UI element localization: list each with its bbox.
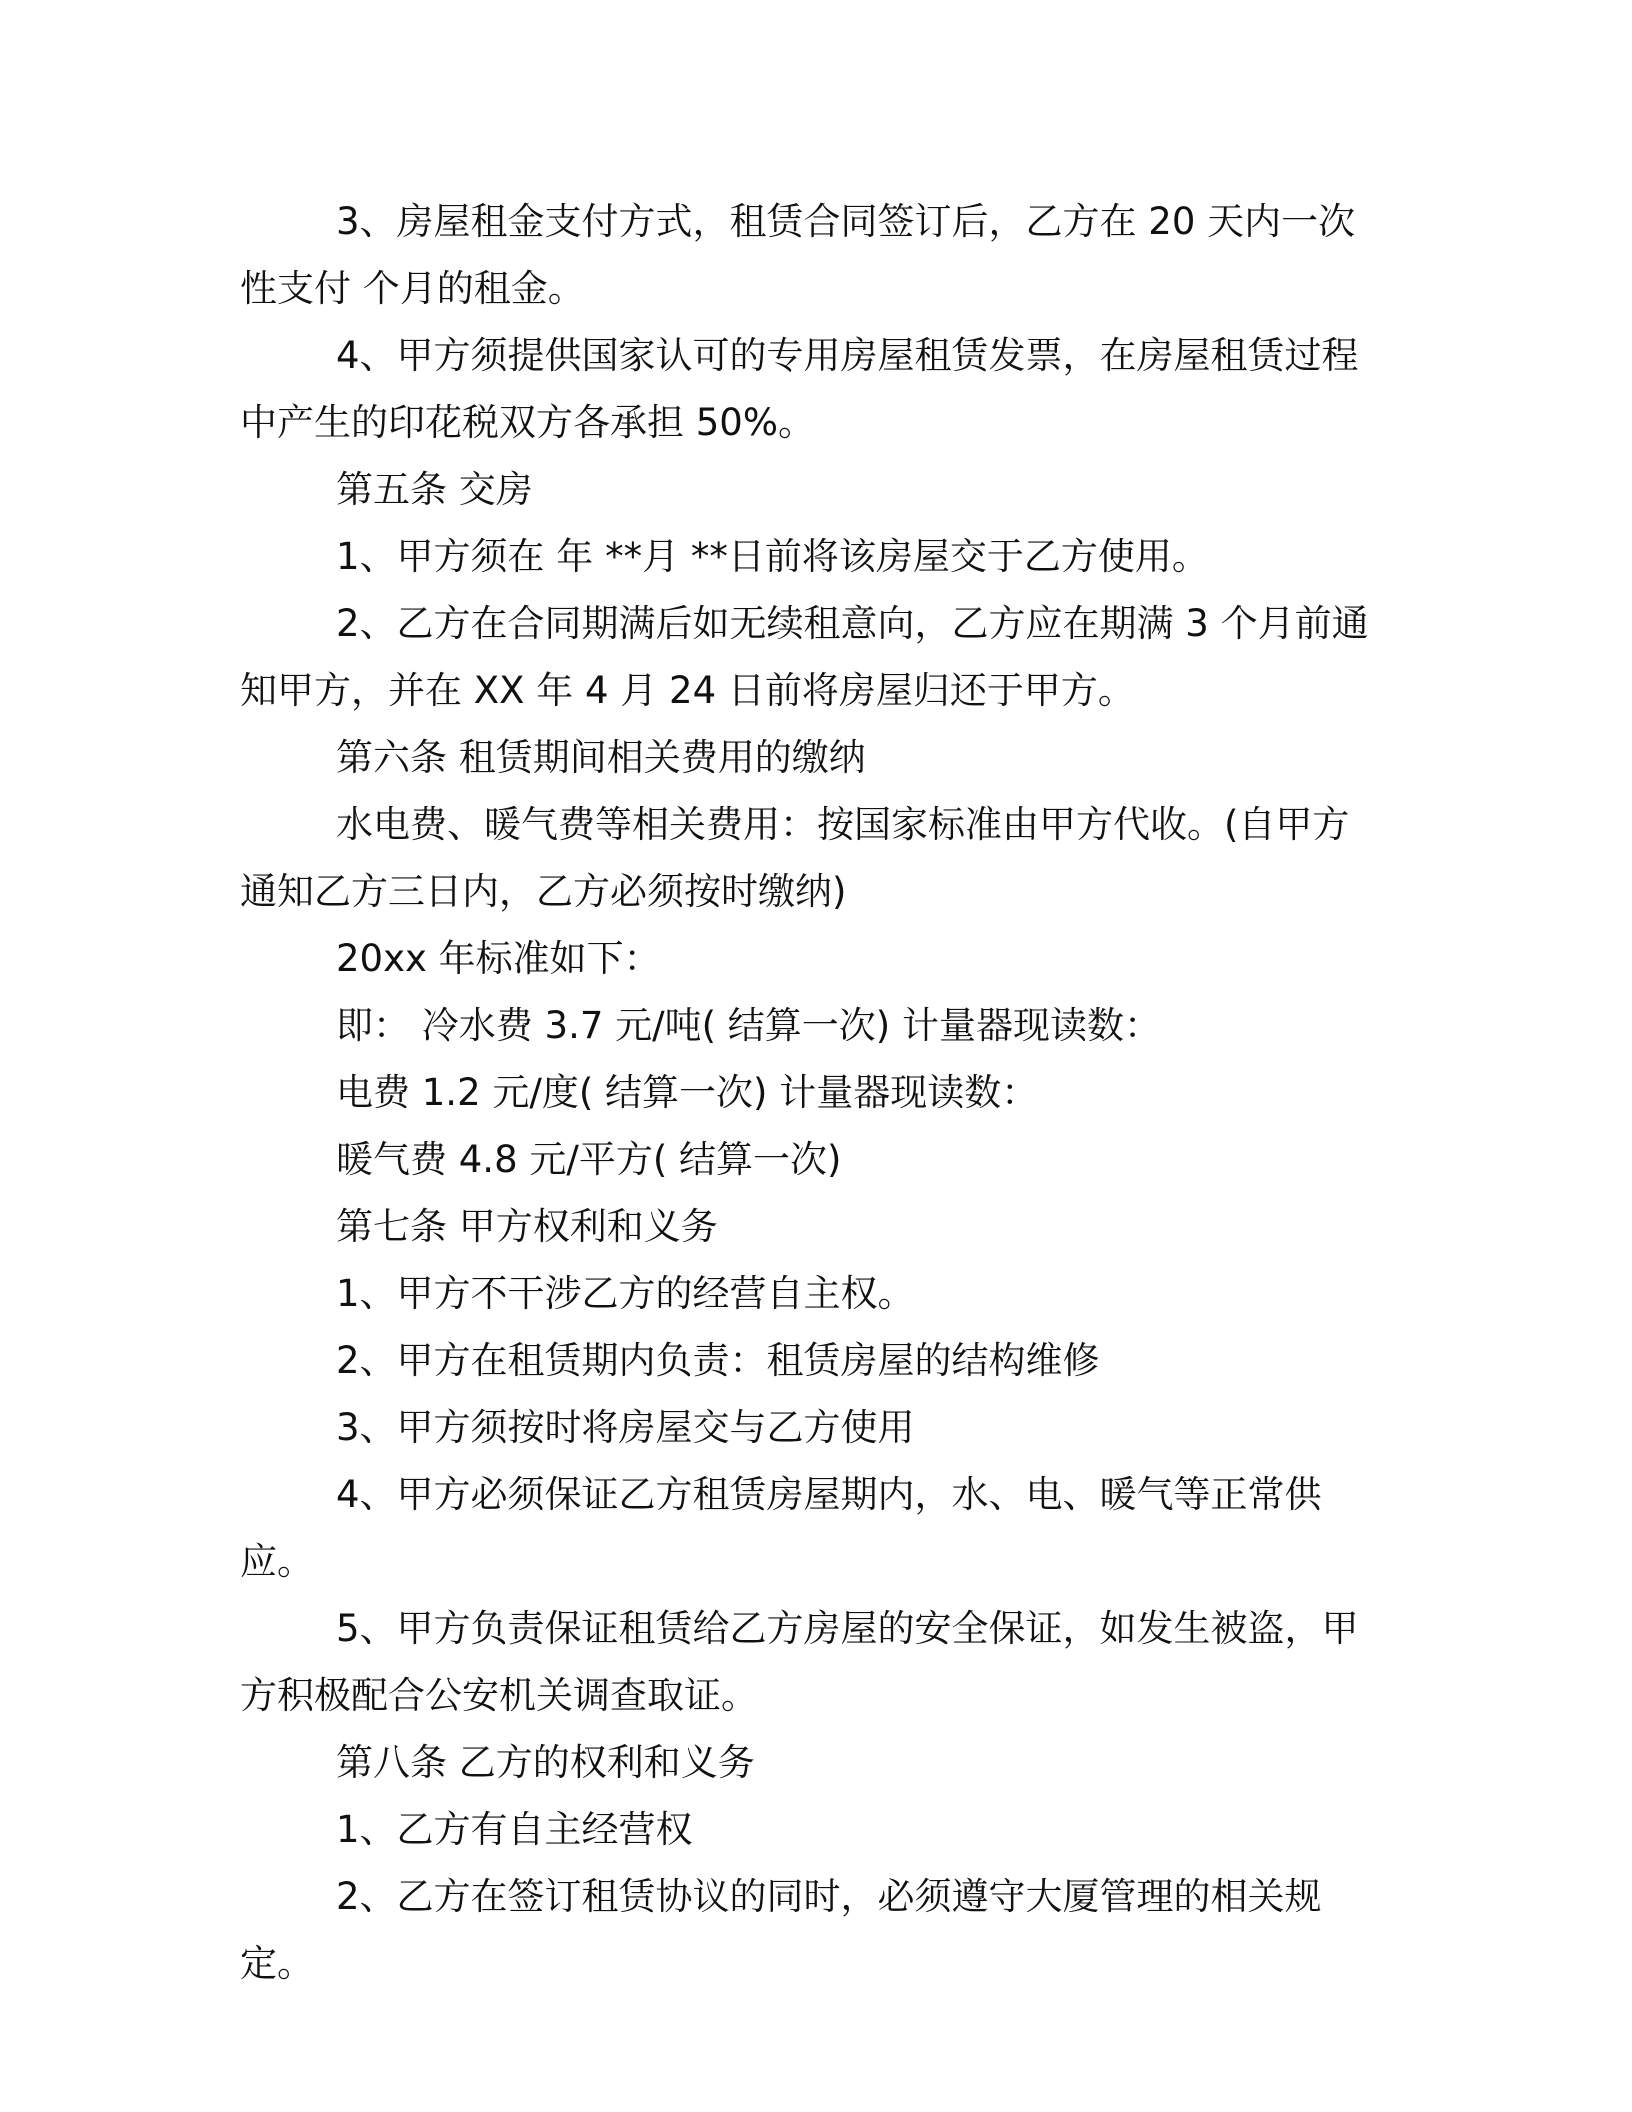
- clause-lessee-1: 1、乙方有自主经营权: [336, 1808, 693, 1851]
- document-body: [240, 188, 1380, 1997]
- clause-standard-intro: 20xx 年标准如下：: [336, 937, 661, 980]
- clause-lessor-1: 1、甲方不干涉乙方的经营自主权。: [336, 1272, 915, 1315]
- article-heading-6: 第六条 租赁期间相关费用的缴纳: [336, 736, 866, 779]
- clause-lessor-5: 5、甲方负责保证租赁给乙方房屋的安全保证，如发生被盗，甲方积极配合公安机关调查取证。: [240, 1607, 1359, 1717]
- clause-lessee-2: 2、乙方在签订租赁协议的同时，必须遵守大厦管理的相关规定。: [240, 1875, 1322, 1985]
- clause-water-fee: 即： 冷水费 3.7 元/吨( 结算一次) 计量器现读数：: [336, 1004, 1161, 1047]
- clause-heating-fee: 暖气费 4.8 元/平方( 结算一次): [336, 1138, 842, 1181]
- clause-lessor-3: 3、甲方须按时将房屋交与乙方使用: [336, 1406, 915, 1449]
- clause-lessor-2: 2、甲方在租赁期内负责：租赁房屋的结构维修: [336, 1339, 1100, 1382]
- clause-rent-payment: 3、房屋租金支付方式，租赁合同签订后，乙方在 20 天内一次性支付 个月的租金。: [240, 200, 1356, 310]
- clause-lessor-4: 4、甲方必须保证乙方租赁房屋期内，水、电、暖气等正常供应。: [240, 1473, 1322, 1583]
- clause-electricity-fee: 电费 1.2 元/度( 结算一次) 计量器现读数：: [336, 1071, 1039, 1114]
- clause-invoice-stamp-tax: 4、甲方须提供国家认可的专用房屋租赁发票，在房屋租赁过程中产生的印花税双方各承担 50%。: [240, 334, 1359, 444]
- clause-return-notice: 2、乙方在合同期满后如无续租意向，乙方应在期满 3 个月前通知甲方，并在 XX 年 4 月 24 日前将房屋归还于甲方。: [240, 602, 1369, 712]
- clause-handover-date: 1、甲方须在 年 **月 **日前将该房屋交于乙方使用。: [336, 535, 1209, 578]
- article-heading-7: 第七条 甲方权利和义务: [336, 1205, 718, 1248]
- clause-utility-fees: 水电费、暖气费等相关费用：按国家标准由甲方代收。(自甲方通知乙方三日内，乙方必须按时缴纳): [240, 803, 1350, 913]
- article-heading-5: 第五条 交房: [336, 468, 533, 511]
- article-heading-8: 第八条 乙方的权利和义务: [336, 1741, 755, 1784]
